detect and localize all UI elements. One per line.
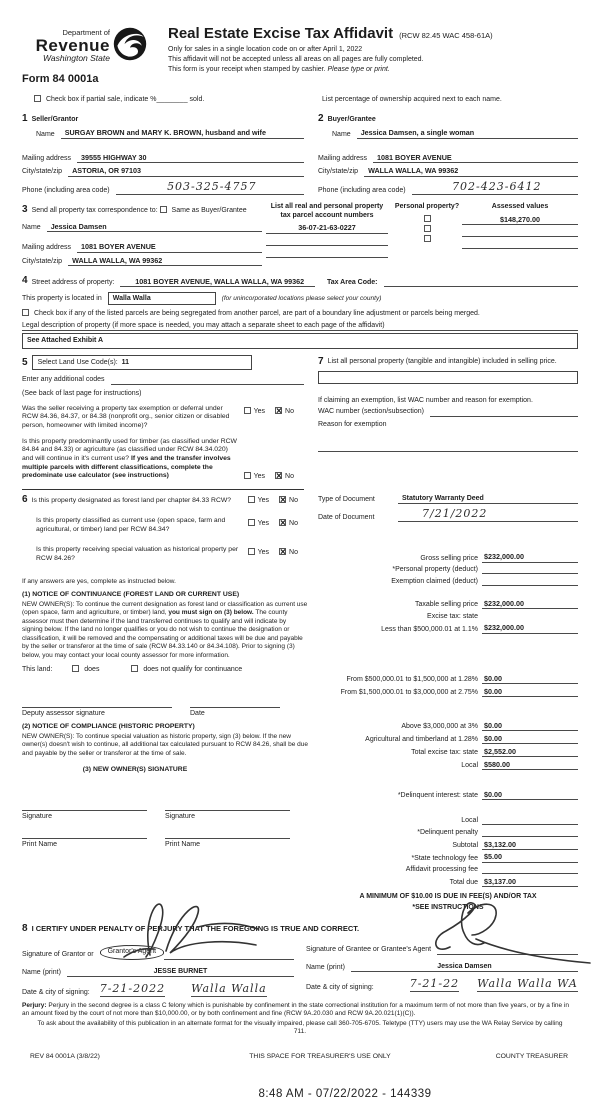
corr-city-label: City/state/zip: [22, 257, 63, 265]
logo-state-text: Washington State: [43, 53, 110, 64]
yes-label: Yes: [253, 407, 266, 415]
grantee-name-print-field[interactable]: Jessica Damsen: [351, 962, 578, 972]
seller-mailing-field[interactable]: 39555 HIGHWAY 30: [77, 153, 304, 163]
street-address-field[interactable]: 1081 BOYER AVENUE, WALLA WALLA, WA 99362: [120, 277, 314, 287]
buyer-mailing-label: Mailing address: [318, 155, 368, 163]
section3-number: 3: [22, 203, 28, 215]
land-use-label: Select Land Use Code(s):: [37, 359, 118, 367]
section-seller: [22, 112, 318, 194]
see-instructions-note: *SEE INSTRUCTIONS: [412, 904, 484, 912]
local-tax-value[interactable]: $580.00: [482, 760, 578, 770]
treasurer-space-label: THIS SPACE FOR TREASURER'S USE ONLY: [249, 1052, 391, 1060]
personal-property-checkbox-1[interactable]: [424, 215, 431, 222]
grantor-agent-circled-label: Grantor's Agent: [100, 945, 164, 959]
question-exemption-text: Was the seller receiving a property tax exemption or deferral under RCW 84.36, 84.37, or 84.38 (nonprofit org., senior citizen or disabled person, homeowner with limited income)?: [22, 404, 230, 429]
tier1-value[interactable]: $232,000.00: [482, 623, 578, 633]
tier4-label: Above $3,000,000 at 3%: [401, 723, 478, 731]
corr-city-field[interactable]: WALLA WALLA, WA 99362: [68, 256, 262, 266]
no-label: No: [289, 497, 298, 505]
section8-number: 8: [22, 923, 28, 935]
delinquent-interest-label: *Delinquent interest: state: [397, 792, 478, 800]
corr-name-label: Name: [22, 224, 41, 232]
wac-number-label: WAC number (section/subsection): [318, 408, 424, 416]
street-address-label: Street address of property:: [31, 278, 115, 286]
subtitle-line-3: This form is your receipt when stamped by cashier. Please type or print.: [168, 65, 390, 73]
section7-number: 7: [318, 356, 324, 368]
footer: [22, 1053, 578, 1062]
dor-swirl-icon: [112, 26, 148, 62]
if-yes-note: If any answers are yes, complete as instructed below.: [22, 577, 176, 585]
tech-fee-label: *State technology fee: [411, 854, 478, 862]
tier1-label: Less than $500,000.01 at 1.1%: [381, 625, 478, 633]
seller-mailing-label: Mailing address: [22, 155, 72, 163]
subtitle-line-2: This affidavit will not be accepted unless all areas on all pages are fully completed.: [168, 55, 424, 63]
tier2-value[interactable]: $0.00: [482, 674, 578, 684]
buyer-mailing-field[interactable]: 1081 BOYER AVENUE: [373, 153, 578, 163]
no-label: No: [289, 549, 298, 557]
seller-city-field[interactable]: ASTORIA, OR 97103: [68, 166, 304, 176]
land-use-value: 11: [121, 359, 130, 367]
seller-city-label: City/state/zip: [22, 168, 63, 176]
exemption-note: If claiming an exemption, list WAC number and reason for exemption.: [318, 397, 533, 405]
q-forest-text: Is this property designated as forest land per chapter 84.33 RCW?: [31, 497, 232, 505]
logo-revenue-text: Revenue: [35, 35, 110, 55]
rev-number: REV 84 0001A (3/8/22): [30, 1052, 100, 1060]
cashier-stamp: 8:48 AM - 07/22/2022 - 144339: [258, 1088, 432, 1101]
q-current-yes-checkbox[interactable]: [248, 519, 255, 526]
section7-label: List all personal property (tangible and intangible) included in selling price.: [327, 358, 557, 366]
assessed-blank-line[interactable]: [462, 240, 578, 249]
section-certification: [22, 922, 578, 1036]
notice-continuance-body: NEW OWNER(S): To continue the current designation as forest land or classification as current use (open space, farm and agriculture, or timber) land, you must sign on (3) below. The county assessor must then determine if the land transferred continues to qualify and will indicate by signing below. If the land no longer qualifies or you do not wish to continue the designation or classification, it will be removed and the compensating or additional taxes will be due and payable by the seller or transferor at the time of sale (RCW 84.33.140 or 84.34.108). Prior to signing (3) below, you may contact your local county assessor for more information.: [22, 600, 308, 659]
tax-area-code-field[interactable]: [384, 278, 578, 287]
personal-deduct-value[interactable]: [482, 565, 578, 574]
legal-description-field[interactable]: See Attached Exhibit A: [22, 333, 578, 349]
located-in-label: This property is located in: [22, 294, 102, 302]
local2-value[interactable]: [482, 816, 578, 825]
page-title: Real Estate Excise Tax Affidavit: [168, 25, 394, 42]
reason-exemption-label: Reason for exemption: [318, 420, 387, 428]
parcel-number-field[interactable]: 36-07-21-63-0227: [266, 223, 388, 233]
section2-number: 2: [318, 113, 324, 125]
section-designation: [22, 494, 318, 912]
q-exemption-no-checkbox[interactable]: [275, 407, 282, 414]
section3-label: Send all property tax correspondence to:: [31, 206, 158, 214]
grantee-signature-label: Signature of Grantee or Grantee's Agent: [306, 946, 432, 954]
deputy-date-label: Date: [190, 710, 205, 718]
buyer-phone-label: Phone (including area code): [318, 186, 406, 194]
tier2-label: From $500,000.01 to $1,500,000 at 1.28%: [346, 676, 478, 684]
corr-mailing-field[interactable]: 1081 BOYER AVENUE: [77, 242, 262, 252]
processing-fee-value[interactable]: [482, 865, 578, 874]
buyer-name-label: Name: [332, 130, 351, 138]
grantor-name-print-field[interactable]: JESSE BURNET: [67, 967, 294, 977]
legal-description-label: Legal description of property (if more space is needed, you may attach a separate sheet to each page of the affidavit): [22, 322, 385, 330]
seller-name-label: Name: [36, 130, 55, 138]
see-back-note: (See back of last page for instructions): [22, 389, 142, 397]
owner-print-name-label-2: Print Name: [165, 841, 201, 849]
segregated-label: Check box if any of the listed parcels are being segregated from another parcel, are part of a boundary line adjustment or parcels being merged.: [33, 310, 480, 318]
grantor-date-city-field[interactable]: [96, 982, 294, 997]
section-land-use: [22, 355, 318, 490]
county-select[interactable]: Walla Walla: [108, 292, 216, 305]
section1-number: 1: [22, 113, 28, 125]
grantee-date-city-field[interactable]: [380, 977, 578, 992]
perjury-notice: Perjury: Perjury in the second degree is a class C felony which is punishable by confinement in the state correctional institution for a maximum term of not more than five years, or by a fine in an amount fixed by the court of not more than $10,000.00, or by both confinement and fine (RCW 9A.20.030 and RCW 9A.20.021(1)(C)).: [22, 1001, 569, 1018]
local2-label: Local: [461, 817, 478, 825]
subtitle-line-1: Only for sales in a single location code on or after April 1, 2022: [168, 45, 363, 53]
no-label: No: [289, 519, 298, 527]
ownership-note: List percentage of ownership acquired next to each name.: [322, 96, 502, 104]
total-state-value[interactable]: $2,552.00: [482, 747, 578, 757]
form-number: Form 84 0001a: [22, 73, 99, 86]
q-exemption-yes-checkbox[interactable]: [244, 407, 251, 414]
agtimber-value[interactable]: $0.00: [482, 734, 578, 744]
county-treasurer-label: COUNTY TREASURER: [495, 1052, 568, 1060]
grantee-date-city-label: Date & city of signing:: [306, 983, 374, 991]
owner-signature-line-1[interactable]: [22, 801, 147, 811]
yes-label: Yes: [253, 473, 266, 480]
exemption-deduct-value[interactable]: [482, 577, 578, 586]
same-as-buyer-label: Same as Buyer/Grantee: [171, 206, 247, 214]
new-owner-signature-title: (3) NEW OWNER(S) SIGNATURE: [82, 766, 188, 774]
assessed-blank-line[interactable]: [462, 228, 578, 237]
personal-property-header: Personal property?: [394, 202, 460, 210]
owner-signature-line-2[interactable]: [165, 801, 290, 811]
header: [22, 24, 578, 86]
subtotal-label: Subtotal: [452, 841, 478, 849]
title-rcw-ref: (RCW 82.45 WAC 458-61A): [399, 31, 493, 40]
tech-fee-value[interactable]: $5.00: [482, 852, 578, 862]
gross-price-value[interactable]: $232,000.00: [482, 552, 578, 562]
dor-logo: [22, 24, 150, 86]
tier4-value[interactable]: $0.00: [482, 721, 578, 731]
section5-number: 5: [22, 357, 28, 369]
grantor-city-handwritten: Walla Walla: [191, 982, 267, 997]
grantor-signature-label: Signature of Grantor or: [22, 951, 94, 959]
located-note: (for unincorporated locations please select your county): [221, 294, 382, 302]
owner-signature-label-1: Signature: [22, 813, 52, 821]
land-does-label: does: [84, 665, 100, 673]
section4-number: 4: [22, 274, 28, 286]
type-of-document-field[interactable]: Statutory Warranty Deed: [398, 494, 578, 504]
minimum-due-note: A MINIMUM OF $10.00 IS DUE IN FEE(S) AND/OR TAX: [359, 893, 537, 901]
personal-property-column: [392, 203, 462, 266]
land-use-code-box[interactable]: [32, 355, 252, 370]
seller-phone-field[interactable]: 503-325-4757: [116, 180, 304, 195]
notice-compliance-body: NEW OWNER(S): To continue special valuation as historic property, sign (3) below. If the new owner(s) doesn't wish to continue, all additional tax calculated pursuant to RCW 84.26, shall be due and payable by the seller or transferor at the time of sale.: [22, 732, 308, 757]
corr-mailing-label: Mailing address: [22, 244, 72, 252]
owner-print-name-line-1[interactable]: [22, 829, 147, 839]
parcel-blank-line[interactable]: [266, 237, 388, 246]
section-property: [22, 274, 578, 349]
assessed-header: Assessed values: [491, 202, 549, 210]
subtotal-value[interactable]: $3,132.00: [482, 840, 578, 850]
personal-deduct-label: *Personal property (deduct): [392, 566, 478, 574]
same-as-buyer-checkbox[interactable]: [160, 206, 167, 213]
owner-signature-label-2: Signature: [165, 813, 195, 821]
q-historic-text: Is this property receiving special valuation as historical property per RCW 84.26?: [36, 546, 239, 562]
certify-statement: I CERTIFY UNDER PENALTY OF PERJURY THAT THE FOREGOING IS TRUE AND CORRECT.: [31, 924, 360, 934]
section-correspondence: [22, 203, 262, 266]
corr-name-field[interactable]: Jessica Damsen: [47, 222, 262, 232]
notice-compliance-title: (2) NOTICE OF COMPLIANCE (HISTORIC PROPERTY): [22, 723, 195, 731]
assessed-values-column: [462, 203, 578, 266]
yes-label: Yes: [257, 549, 270, 557]
land-does-not-checkbox[interactable]: [131, 665, 138, 672]
grantor-date-handwritten: 7-21-2022: [100, 982, 165, 997]
personal-property-list-field[interactable]: [318, 371, 578, 384]
q-timber-yes-checkbox[interactable]: [244, 472, 251, 479]
delinquent-penalty-value[interactable]: [482, 828, 578, 837]
parcel-header: List all real and personal property tax parcel account numbers: [270, 202, 384, 219]
section2-label: Buyer/Grantee: [327, 116, 376, 124]
agtimber-label: Agricultural and timberland at 1.28%: [365, 736, 478, 744]
section-personal-property-list: [318, 355, 578, 490]
date-of-document-field[interactable]: 7/21/2022: [398, 507, 578, 522]
q-timber-no-checkbox[interactable]: [275, 472, 282, 479]
grantor-name-print-label: Name (print): [22, 968, 61, 976]
date-of-document-label: Date of Document: [318, 514, 375, 522]
tier3-value[interactable]: $0.00: [482, 687, 578, 697]
grantor-date-city-label: Date & city of signing:: [22, 988, 90, 996]
q-historic-no-checkbox[interactable]: [279, 548, 286, 555]
grantor-signature-line[interactable]: [164, 951, 294, 960]
buyer-name-field[interactable]: Jessica Damsen, a single woman: [357, 128, 578, 138]
seller-name-field[interactable]: SURGAY BROWN and MARY K. BROWN, husband and wife: [61, 128, 304, 138]
this-land-label: This land:: [22, 665, 53, 673]
parcel-numbers-column: [262, 203, 392, 266]
no-label: No: [285, 407, 294, 415]
total-state-label: Total excise tax: state: [411, 749, 478, 757]
land-does-not-label: does not qualify for continuance: [143, 665, 243, 673]
assessed-value-field[interactable]: $148,270.00: [462, 215, 578, 225]
excise-state-header: Excise tax: state: [427, 612, 478, 620]
section6-number: 6: [22, 494, 28, 506]
no-label: No: [285, 473, 294, 480]
additional-codes-field[interactable]: [111, 376, 305, 385]
owner-print-name-line-2[interactable]: [165, 829, 290, 839]
deputy-assessor-signature-line[interactable]: [22, 698, 172, 708]
grantee-name-print-label: Name (print): [306, 963, 345, 971]
q-forest-yes-checkbox[interactable]: [248, 496, 255, 503]
taxable-price-value[interactable]: $232,000.00: [482, 599, 578, 609]
partial-sale-checkbox[interactable]: [34, 95, 41, 102]
yes-label: Yes: [257, 497, 270, 505]
section1-label: Seller/Grantor: [31, 116, 79, 124]
grantee-date-handwritten: 7-21-22: [410, 977, 459, 992]
tax-area-code-label: Tax Area Code:: [326, 278, 378, 286]
parcel-blank-line[interactable]: [266, 249, 388, 258]
logo-dept-text: Department of: [62, 28, 110, 37]
q-current-text: Is this property classified as current use (open space, farm and agricultural, or timber) land per RCW 84.34?: [36, 516, 226, 533]
tax-computation-column: [318, 494, 578, 912]
segregated-checkbox[interactable]: [22, 309, 29, 316]
notice-continuance-title: (1) NOTICE OF CONTINUANCE (FOREST LAND OR CURRENT USE): [22, 591, 240, 599]
yes-label: Yes: [257, 519, 270, 527]
grantee-city-handwritten: Walla Walla WA: [477, 977, 578, 992]
processing-fee-label: Affidavit processing fee: [405, 866, 478, 874]
tier3-label: From $1,500,000.01 to $3,000,000 at 2.75%: [340, 688, 478, 696]
partial-sale-label: Check box if partial sale, indicate %________ sold.: [45, 96, 205, 104]
taxable-price-label: Taxable selling price: [414, 601, 478, 609]
personal-property-checkbox-3[interactable]: [424, 235, 431, 242]
tty-notice: To ask about the availability of this publication in an alternate format for the visually impaired, please call 360-705-6705. Teletype (TTY) users may use the WA Relay Service by calling: [37, 1019, 563, 1027]
delinquent-interest-value[interactable]: $0.00: [482, 790, 578, 800]
wac-number-field[interactable]: [430, 408, 578, 417]
deputy-assessor-label: Deputy assessor signature: [22, 710, 105, 718]
section-buyer: [318, 112, 578, 194]
total-due-value[interactable]: $3,137.00: [482, 877, 578, 887]
buyer-city-label: City/state/zip: [318, 168, 359, 176]
deputy-date-line[interactable]: [190, 698, 280, 708]
total-due-label: Total due: [449, 879, 478, 887]
q-forest-no-checkbox[interactable]: [279, 496, 286, 503]
additional-codes-label: Enter any additional codes: [22, 376, 105, 384]
section-divider: [22, 489, 304, 490]
reason-exemption-field[interactable]: [318, 451, 578, 452]
seller-phone-label: Phone (including area code): [22, 186, 110, 194]
personal-property-checkbox-2[interactable]: [424, 225, 431, 232]
gross-price-label: Gross selling price: [420, 554, 478, 562]
buyer-city-field[interactable]: WALLA WALLA, WA 99362: [364, 166, 578, 176]
question-timber-text: Is this property predominantly used for timber (as classified under RCW 84.84 and 84.33) or agriculture (as classified under RCW 84.34.020) and will continue in it's current use? If yes and the transfer involves multiple parcels with different classifications, complete the predominate use calculator (see instructions): [22, 437, 237, 480]
delinquent-penalty-label: *Delinquent penalty: [417, 828, 478, 836]
buyer-phone-field[interactable]: 702-423-6412: [412, 180, 578, 195]
exemption-deduct-label: Exemption claimed (deduct): [391, 577, 478, 585]
q-historic-yes-checkbox[interactable]: [248, 548, 255, 555]
land-does-checkbox[interactable]: [72, 665, 79, 672]
owner-print-name-label-1: Print Name: [22, 841, 58, 849]
q-current-no-checkbox[interactable]: [279, 519, 286, 526]
local-tax-label: Local: [461, 761, 478, 769]
type-of-document-label: Type of Document: [318, 496, 375, 504]
grantee-signature-line[interactable]: [437, 946, 578, 955]
tty-notice-2: 711.: [293, 1028, 307, 1036]
